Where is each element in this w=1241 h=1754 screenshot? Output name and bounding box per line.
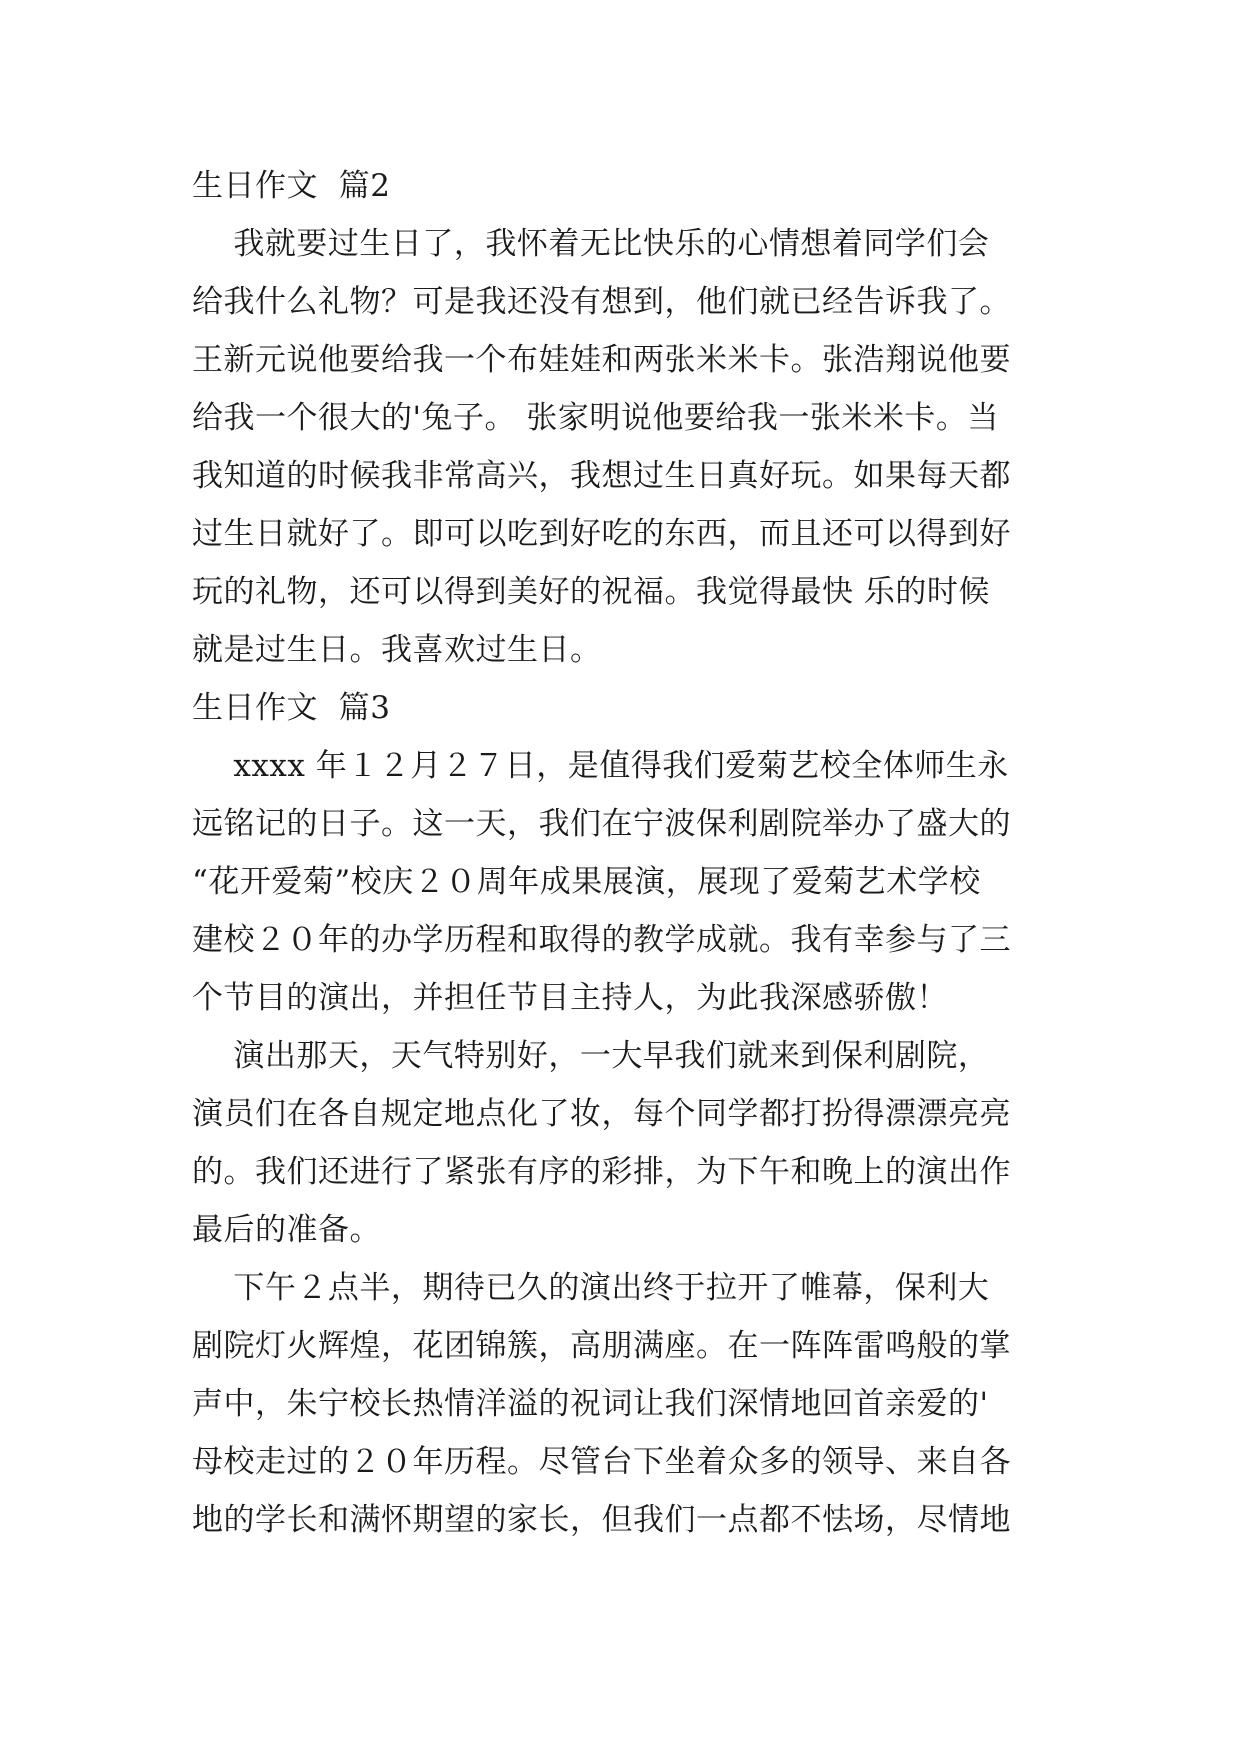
text-line: 给我一个很大的'兔子。 张家明说他要给我一张米米卡。当 [192, 400, 999, 436]
text-line: 下午２点半，期待已久的演出终于拉开了帷幕，保利大 [192, 1270, 990, 1306]
text-line: 过生日就好了。即可以吃到好吃的东西，而且还可以得到好 [192, 516, 1011, 552]
text-line: 建校２０年的办学历程和取得的教学成就。我有幸参与了三 [192, 922, 1011, 958]
text-line: 演员们在各自规定地点化了妆，每个同学都打扮得漂漂亮亮 [192, 1096, 1011, 1132]
text-line: 给我什么礼物？可是我还没有想到，他们就已经告诉我了。 [192, 284, 1011, 320]
text-line: 我就要过生日了，我怀着无比快乐的心情想着同学们会 [192, 226, 990, 262]
text-line: 个节目的演出，并担任节目主持人，为此我深感骄傲！ [192, 980, 948, 1016]
text-line: 声中，朱宁校长热情洋溢的祝词让我们深情地回首亲爱的' [192, 1386, 989, 1422]
text-line: xxxx 年１２月２７日，是值得我们爱菊艺校全体师生永 [192, 748, 1009, 784]
text-line: 我知道的时候我非常高兴，我想过生日真好玩。如果每天都 [192, 458, 1011, 494]
text-line: 剧院灯火辉煌，花团锦簇，高朋满座。在一阵阵雷鸣般的掌 [192, 1328, 1011, 1364]
section-heading: 生日作文 篇2 [192, 168, 391, 204]
text-line: 远铭记的日子。这一天，我们在宁波保利剧院举办了盛大的 [192, 806, 1011, 842]
text-line: 的。我们还进行了紧张有序的彩排，为下午和晚上的演出作 [192, 1154, 1011, 1190]
text-line: 母校走过的２０年历程。尽管台下坐着众多的领导、来自各 [192, 1444, 1011, 1480]
text-line: 演出那天，天气特别好，一大早我们就来到保利剧院， [192, 1038, 990, 1074]
section-heading: 生日作文 篇3 [192, 690, 391, 726]
text-line: 最后的准备。 [192, 1212, 381, 1248]
text-line: 就是过生日。我喜欢过生日。 [192, 632, 602, 668]
text-line: 玩的礼物，还可以得到美好的祝福。我觉得最快 乐的时候 [192, 574, 990, 610]
text-line: 地的学长和满怀期望的家长，但我们一点都不怯场，尽情地 [192, 1502, 1011, 1538]
text-line: “花开爱菊”校庆２０周年成果展演，展现了爱菊艺术学校 [192, 864, 981, 900]
text-line: 王新元说他要给我一个布娃娃和两张米米卡。张浩翔说他要 [192, 342, 1011, 378]
